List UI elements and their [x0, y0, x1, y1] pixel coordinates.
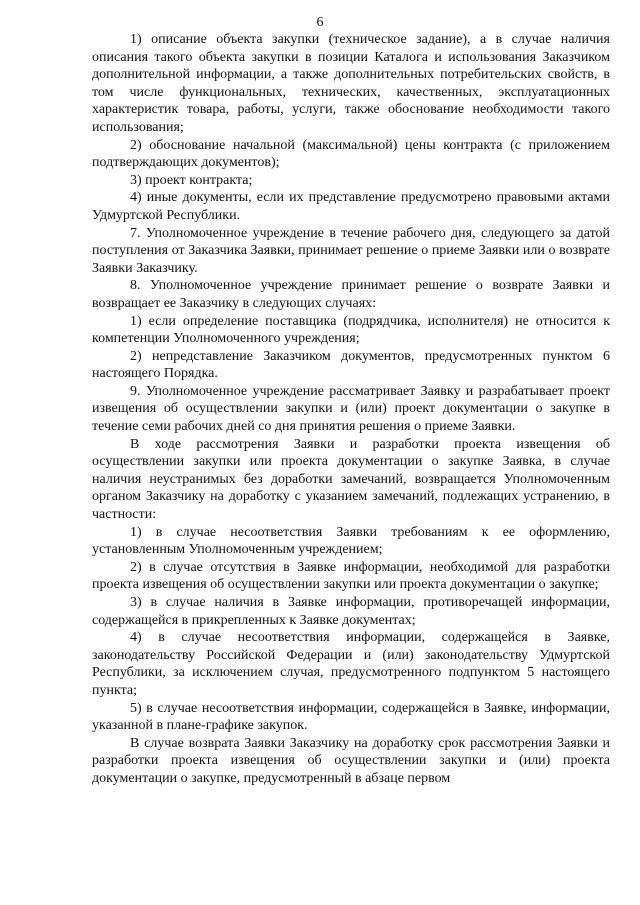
paragraph-item-4-other-documents: 4) иные документы, если их представление предусмотрено правовыми актами Удмуртской Республики.	[92, 190, 610, 223]
paragraph-return-reason-5: 5) в случае несоответствия информации, содержащейся в Заявке, информации, указанной в плане-графике закупок.	[92, 700, 610, 734]
paragraph-clause-8-item-2: 2) непредставление Заказчиком документов, предусмотренных пунктом 6 настоящего Порядка.	[92, 348, 610, 382]
paragraph-clause-7: 7. Уполномоченное учреждение в течение рабочего дня, следующего за датой поступления от Заказчика Заявки, принимает решение о приеме Заявки или о возврате Заявки Заказчику.	[92, 225, 610, 276]
paragraph-clause-8: 8. Уполномоченное учреждение принимает решение о возврате Заявки и возвращает ее Заказчику в следующих случаях:	[92, 278, 610, 311]
paragraph-return-reason-1: 1) в случае несоответствия Заявки требованиям к ее оформлению, установленным Уполномоченным учреждением;	[92, 524, 610, 558]
paragraph-review-return: В ходе рассмотрения Заявки и разработки проекта извещения об осуществлении закупки или проекта документации о закупке Заявка, в случае наличия неустранимых без доработки замечаний, возвращается Уполномоченным органом Заказчику на доработку с указанием замечаний, подлежащих устранению, в частности:	[92, 436, 610, 523]
paragraph-return-reason-2: 2) в случае отсутствия в Заявке информации, необходимой для разработки проекта извещения об осуществлении закупки или проекта документации о закупке;	[92, 559, 610, 593]
document-body	[92, 31, 610, 788]
paragraph-clause-8-item-1: 1) если определение поставщика (подрядчика, исполнителя) не относится к компетенции Уполномоченного учреждения;	[92, 313, 610, 347]
paragraph-clause-9: 9. Уполномоченное учреждение рассматривает Заявку и разрабатывает проект извещения об осуществлении закупки и (или) проект документации о закупке в течение семи рабочих дней со дня принятия решения о приеме Заявки.	[92, 383, 610, 435]
paragraph-return-reason-4: 4) в случае несоответствия информации, содержащейся в Заявке, законодательству Российской Федерации и (или) законодательству Удмуртской Республики, за исключением случая, предусмотренного подпунктом 5 настоящего пункта;	[92, 630, 610, 698]
paragraph-return-reason-3: 3) в случае наличия в Заявке информации, противоречащей информации, содержащейся в прикрепленных к Заявке документах;	[92, 595, 610, 628]
paragraph-item-2-price-justification: 2) обоснование начальной (максимальной) цены контракта (с приложением подтверждающих документов);	[92, 137, 610, 171]
paragraph-return-term: В случае возврата Заявки Заказчику на доработку срок рассмотрения Заявки и разработки проекта извещения об осуществлении закупки и (или) проекта документации о закупке, предусмотренный в абзаце первом	[92, 735, 610, 786]
page-number: 6	[316, 15, 324, 30]
paragraph-item-3-contract-draft: 3) проект контракта;	[130, 172, 253, 188]
paragraph-item-1-description: 1) описание объекта закупки (техническое задание), а в случае наличия описания такого объекта закупки в позиции Каталога и использования Заказчиком дополнительной информации, а также дополнительных потребительских свойств, в том числе функциональных, технических, качественных, эксплуатационных характеристик товара, работы, услуги, также обоснование необходимости такого использования;	[92, 32, 610, 135]
